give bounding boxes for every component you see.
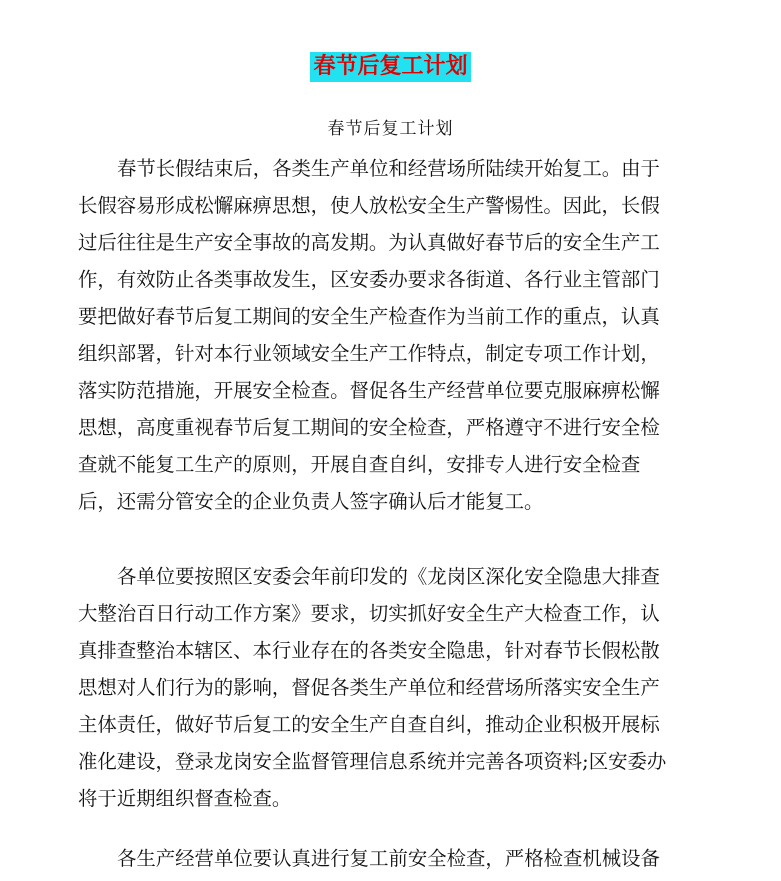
paragraph-line: 过后往往是生产安全事故的高发期。为认真做好春节后的安全生产工	[78, 231, 660, 254]
paragraph-3	[78, 840, 700, 877]
paragraph-line: 将于近期组织督查检查。	[78, 787, 292, 810]
paragraph-line: 春节长假结束后，各类生产单位和经营场所陆续开始复工。由于	[117, 157, 660, 180]
paragraph-line: 主体责任，做好节后复工的安全生产自查自纠，推动企业积极开展标	[78, 713, 660, 736]
paragraph-line: 思想，高度重视春节后复工期间的安全检查，严格遵守不进行安全检	[78, 416, 660, 439]
paragraph-line: 组织部署，针对本行业领域安全生产工作特点，制定专项工作计划，	[78, 342, 660, 365]
paragraph-line: 准化建设，登录龙岗安全监督管理信息系统并完善各项资料;区安委办	[78, 750, 667, 773]
document-subtitle: 春节后复工计划	[327, 119, 454, 139]
paragraph-line: 思想对人们行为的影响，督促各类生产单位和经营场所落实安全生产	[78, 676, 660, 699]
paragraph-line: 真排查整治本辖区、本行业存在的各类安全隐患，针对春节长假松散	[78, 639, 660, 662]
paragraph-line: 作，有效防止各类事故发生，区安委办要求各街道、各行业主管部门	[78, 268, 660, 291]
paragraph-line: 查就不能复工生产的原则，开展自查自纠，安排专人进行安全检查	[78, 453, 641, 476]
paragraph-line: 各生产经营单位要认真进行复工前安全检查，严格检查机械设备	[117, 847, 660, 870]
paragraph-line: 后，还需分管安全的企业负责人签字确认后才能复工。	[78, 490, 544, 513]
paragraph-2	[78, 558, 700, 817]
paragraph-line: 要把做好春节后复工期间的安全生产检查作为当前工作的重点，认真	[78, 305, 660, 328]
paragraph-line: 长假容易形成松懈麻痹思想，使人放松安全生产警惕性。因此，长假	[78, 194, 660, 217]
paragraph-line: 各单位要按照区安委会年前印发的《龙岗区深化安全隐患大排查	[117, 565, 660, 588]
paragraph-1	[78, 150, 700, 520]
title-container	[0, 52, 781, 82]
paragraph-line: 落实防范措施，开展安全检查。督促各生产经营单位要克服麻痹松懈	[78, 379, 660, 402]
document-title: 春节后复工计划	[310, 52, 470, 82]
paragraph-line: 大整治百日行动工作方案》要求，切实抓好安全生产大检查工作，认	[78, 602, 660, 625]
